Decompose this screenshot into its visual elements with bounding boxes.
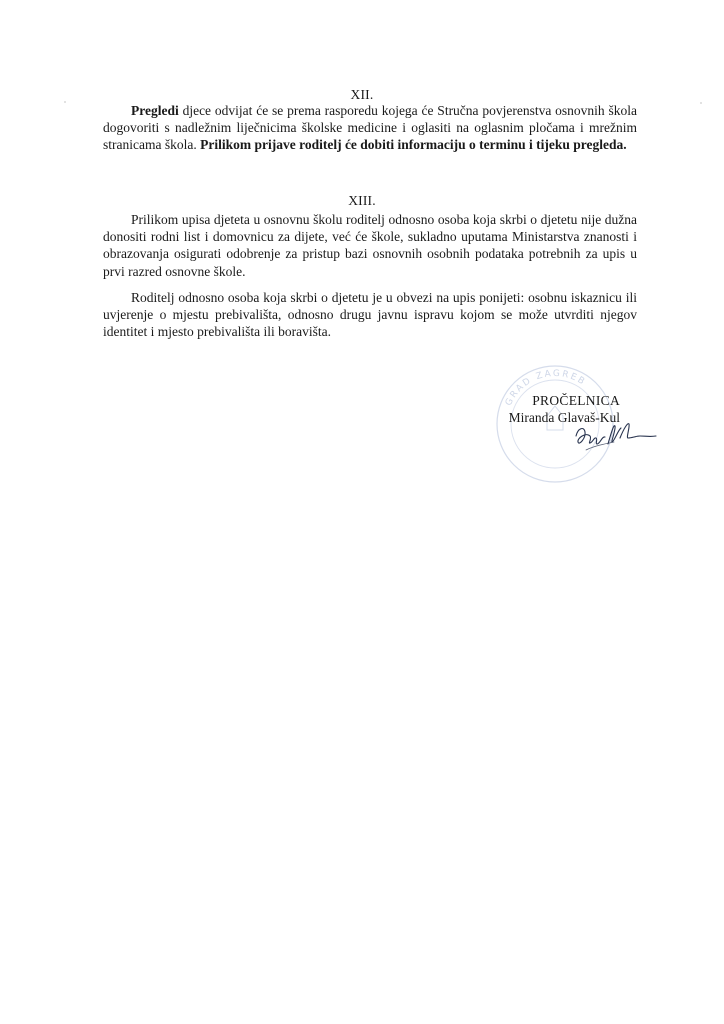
signatory-name: Miranda Glavaš-Kul <box>508 409 620 425</box>
scan-speck <box>64 101 66 103</box>
signatory-title: PROČELNICA <box>532 393 620 408</box>
paragraph-xiii-1: Prilikom upisa djeteta u osnovnu školu roditelj odnosno osoba koja skrbi o djetetu nije dužna donositi rodni list i domovnicu za dijete, već će škole, sukladno uputama Ministarstva znanosti i obrazovanja osigurati odobrenje za pristup bazi osnovnih osobnih podataka potrebnih za upis u prvi razred osnovne škole. <box>103 212 637 279</box>
paragraph-xiii-2: Roditelj odnosno osoba koja skrbi o djetetu je u obvezi na upis ponijeti: osobnu iskaznicu ili uvjerenje o mjestu prebivališta, odnosno drugu javnu ispravu kojom se može utvrditi njegov identitet i mjesto prebivališta ili boravišta. <box>103 290 637 340</box>
paragraph-text: djece odvijat će se prema rasporedu kojega će Stručna povjerenstva osnovnih škola dogovoriti s nadležnim liječnicima školske medicine i oglasiti na oglasnim pločama i mrežnim stranicama škola. <box>103 103 637 153</box>
section-number-xiii: XIII. <box>348 193 376 208</box>
scan-speck <box>700 102 702 104</box>
handwritten-signature <box>568 414 658 458</box>
bold-lead: Pregledi <box>131 103 179 118</box>
bold-tail: Prilikom prijave roditelj će dobiti informaciju o terminu i tijeku pregleda. <box>200 137 627 153</box>
section-number-xii: XII. <box>350 87 374 102</box>
stamp-text: GRAD ZAGREB <box>503 368 588 408</box>
paragraph-xii-1 <box>103 102 637 154</box>
